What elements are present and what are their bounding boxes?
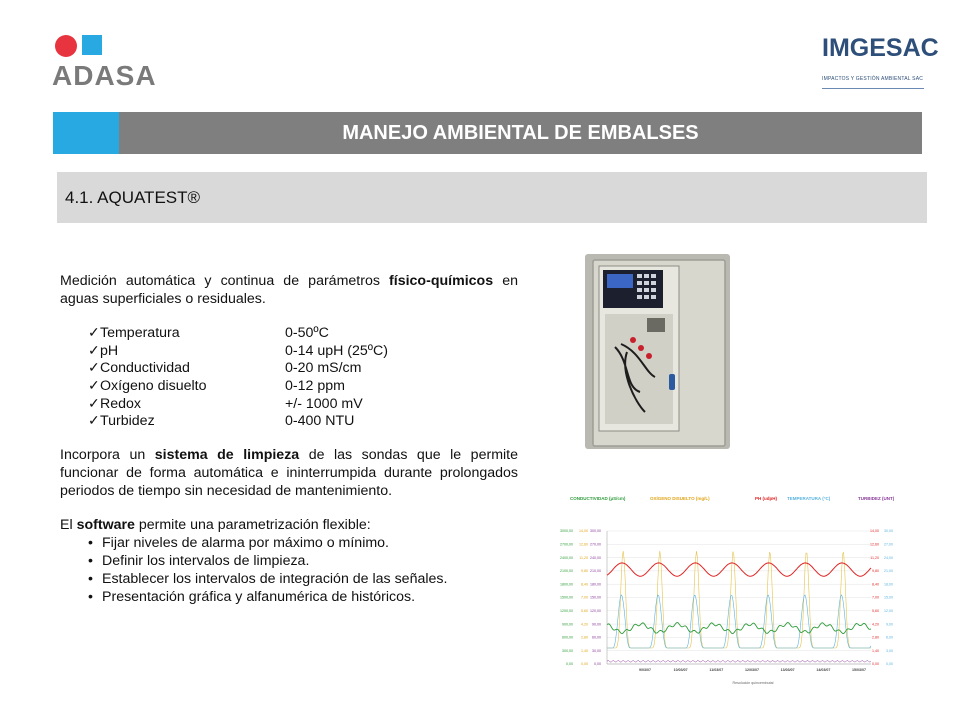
parameter-name: Turbidez <box>100 413 155 430</box>
x-tick-label: 13/03/07 <box>780 668 795 672</box>
y-tick-oxigeno: 7,00 <box>581 595 588 600</box>
y-tick-oxigeno: 0,00 <box>581 662 588 667</box>
y-tick-conductividad: 1800,00 <box>560 582 573 587</box>
y-tick-turbidez: 210,00 <box>590 569 601 574</box>
check-icon: ✓ <box>88 360 100 377</box>
y-tick-oxigeno: 8,40 <box>581 582 588 587</box>
probe-red-1 <box>630 337 636 343</box>
y-tick-ph: 8,40 <box>872 582 879 587</box>
y-tick-ph: 1,40 <box>872 648 879 653</box>
y-tick-conductividad: 2400,00 <box>560 555 573 560</box>
y-tick-ph: 14,00 <box>870 529 879 534</box>
y-tick-ph: 0,00 <box>872 662 879 667</box>
feature-list <box>88 534 518 606</box>
y-tick-temperatura: 0,00 <box>886 662 893 667</box>
y-tick-ph: 12,60 <box>870 542 879 547</box>
parameter-name: pH <box>100 342 119 359</box>
y-tick-oxigeno: 1,40 <box>581 648 588 653</box>
feature-item: • Establecer los intervalos de integración de las señales. <box>88 570 518 588</box>
imgesac-underline <box>822 88 924 89</box>
intro-bold: físico-químicos <box>389 273 494 289</box>
parameter-name: Redox <box>100 395 142 412</box>
y-tick-temperatura: 27,00 <box>884 542 893 547</box>
cleaning-bold: sistema de limpieza <box>154 447 300 464</box>
x-tick-label: 9/03/07 <box>639 668 651 672</box>
y-tick-oxigeno: 11,20 <box>579 555 588 560</box>
y-tick-turbidez: 300,00 <box>590 529 601 534</box>
y-tick-ph: 4,20 <box>872 622 879 627</box>
y-tick-ph: 9,80 <box>872 569 879 574</box>
title-banner <box>53 112 922 154</box>
feature-item: • Fijar niveles de alarma por máximo o mínimo. <box>88 534 518 552</box>
historical-chart <box>555 488 925 688</box>
probe-red-3 <box>646 353 652 359</box>
y-tick-temperatura: 12,00 <box>884 609 893 613</box>
parameter-list <box>88 324 518 430</box>
parameter-range: 0-50ºC <box>285 325 329 341</box>
y-tick-ph: 5,60 <box>872 609 879 613</box>
x-tick-label: 15/03/07 <box>852 668 866 672</box>
y-tick-temperatura: 24,00 <box>884 555 893 560</box>
parameter-range: 0-20 mS/cm <box>285 360 362 377</box>
intro-paragraph <box>60 272 518 308</box>
logo-red-circle <box>55 35 77 57</box>
y-tick-temperatura: 21,00 <box>884 569 893 574</box>
software-paragraph <box>60 516 518 534</box>
parameter-item <box>88 395 518 413</box>
y-tick-ph: 2,80 <box>872 635 879 640</box>
y-tick-conductividad: 3000,00 <box>560 529 573 534</box>
y-tick-conductividad: 900,00 <box>562 622 573 627</box>
parameter-item <box>88 342 518 360</box>
logo-blue-square <box>82 35 102 55</box>
y-tick-conductividad: 1500,00 <box>560 595 573 600</box>
y-tick-oxigeno: 14,00 <box>579 529 588 534</box>
imgesac-logo <box>820 32 939 96</box>
x-tick-label: 14/03/07 <box>816 668 831 672</box>
y-tick-temperatura: 30,00 <box>884 529 893 534</box>
y-tick-ph: 7,00 <box>872 595 879 600</box>
parameter-range: 0-400 NTU <box>285 413 355 430</box>
controller-display <box>607 274 633 288</box>
imgesac-logo-text: IMGESAC <box>822 34 939 62</box>
intro-text: Medición automática y continua de parámetros <box>60 273 390 289</box>
y-tick-oxigeno: 9,80 <box>581 569 588 574</box>
probe-red-2 <box>638 345 644 351</box>
parameter-range: 0-12 ppm <box>285 378 345 395</box>
legend-temperatura: TEMPERATURA (°C) <box>787 496 831 501</box>
imgesac-tagline: IMPACTOS Y GESTIÓN AMBIENTAL SAC <box>822 76 924 82</box>
y-tick-oxigeno: 12,60 <box>579 542 588 547</box>
parameter-item <box>88 412 518 430</box>
y-tick-temperatura: 6,00 <box>886 635 893 640</box>
cleaning-text-end: de las sondas que le permite funcionar de forma automática e ininterrumpida durante prolongados periodos de tiempo sin necesidad de mantenimiento. <box>60 447 518 500</box>
y-tick-oxigeno: 5,60 <box>581 609 588 613</box>
check-icon: ✓ <box>88 378 100 395</box>
y-tick-turbidez: 270,00 <box>590 542 601 547</box>
y-tick-temperatura: 18,00 <box>884 582 893 587</box>
parameter-item <box>88 359 518 377</box>
parameter-range: +/- 1000 mV <box>285 395 363 412</box>
parameter-item <box>88 324 518 342</box>
x-tick-label: 11/03/07 <box>709 668 724 672</box>
y-tick-conductividad: 2700,00 <box>560 542 573 547</box>
cleaning-text: Incorpora un <box>60 447 155 464</box>
y-tick-conductividad: 2100,00 <box>560 569 573 574</box>
adasa-logo-text: ADASA <box>52 60 157 91</box>
check-icon: ✓ <box>88 342 100 359</box>
y-tick-oxigeno: 4,20 <box>581 622 588 627</box>
y-tick-turbidez: 120,00 <box>590 609 601 613</box>
adasa-logo <box>50 32 180 102</box>
y-tick-oxigeno: 2,80 <box>581 635 588 640</box>
x-tick-label: 12/03/07 <box>745 668 759 672</box>
parameter-range: 0-14 upH (25ºC) <box>285 342 388 359</box>
y-tick-turbidez: 0,00 <box>594 662 601 667</box>
sensor-module <box>647 318 665 332</box>
software-bold: software <box>76 517 135 534</box>
y-tick-turbidez: 30,00 <box>592 648 601 653</box>
cleaning-paragraph <box>60 446 518 500</box>
legend-oxigeno: OXÍGENO DISUELTO (mg/L) <box>650 496 710 501</box>
y-tick-turbidez: 90,00 <box>592 622 601 627</box>
parameter-name: Conductividad <box>100 360 190 377</box>
section-banner <box>57 172 927 223</box>
parameter-name: Oxígeno disuelto <box>100 378 207 395</box>
parameter-name: Temperatura <box>100 325 180 341</box>
legend-turbidez: TURBIDEZ (UNT) <box>858 496 895 501</box>
door-latch <box>669 374 675 390</box>
aquatest-cabinet-image <box>585 252 730 452</box>
title-accent-block <box>53 112 119 154</box>
y-tick-turbidez: 180,00 <box>590 582 601 587</box>
y-tick-turbidez: 150,00 <box>590 595 601 600</box>
x-tick-label: 10/03/07 <box>673 668 688 672</box>
intro-text-end: en aguas superficiales o residuales. <box>60 273 518 307</box>
section-title: 4.1. AQUATEST® <box>65 188 201 207</box>
legend-ph: PH (udpH) <box>755 496 777 501</box>
software-text: El <box>60 517 77 534</box>
y-tick-ph: 11,20 <box>870 555 879 560</box>
y-tick-temperatura: 3,00 <box>886 648 893 653</box>
feature-item: • Definir los intervalos de limpieza. <box>88 552 518 570</box>
chart-xlabel: Resolución quinceminutal <box>732 681 774 685</box>
check-icon: ✓ <box>88 413 100 430</box>
legend-conductividad: CONDUCTIVIDAD (µS/cm) <box>570 496 626 501</box>
y-tick-temperatura: 9,00 <box>886 622 893 627</box>
y-tick-turbidez: 240,00 <box>590 555 601 560</box>
software-text-end: permite una parametrización flexible: <box>134 517 371 534</box>
check-icon: ✓ <box>88 325 100 341</box>
body-text <box>60 272 518 606</box>
y-tick-temperatura: 15,00 <box>884 595 893 600</box>
feature-item: • Presentación gráfica y alfanumérica de históricos. <box>88 588 518 606</box>
parameter-item <box>88 377 518 395</box>
check-icon: ✓ <box>88 395 100 412</box>
y-tick-conductividad: 0,00 <box>566 662 573 667</box>
y-tick-conductividad: 600,00 <box>562 635 573 640</box>
y-tick-conductividad: 300,00 <box>562 648 573 653</box>
y-tick-conductividad: 1200,00 <box>560 609 573 613</box>
y-tick-turbidez: 60,00 <box>592 635 601 640</box>
page-title: MANEJO AMBIENTAL DE EMBALSES <box>342 122 699 144</box>
